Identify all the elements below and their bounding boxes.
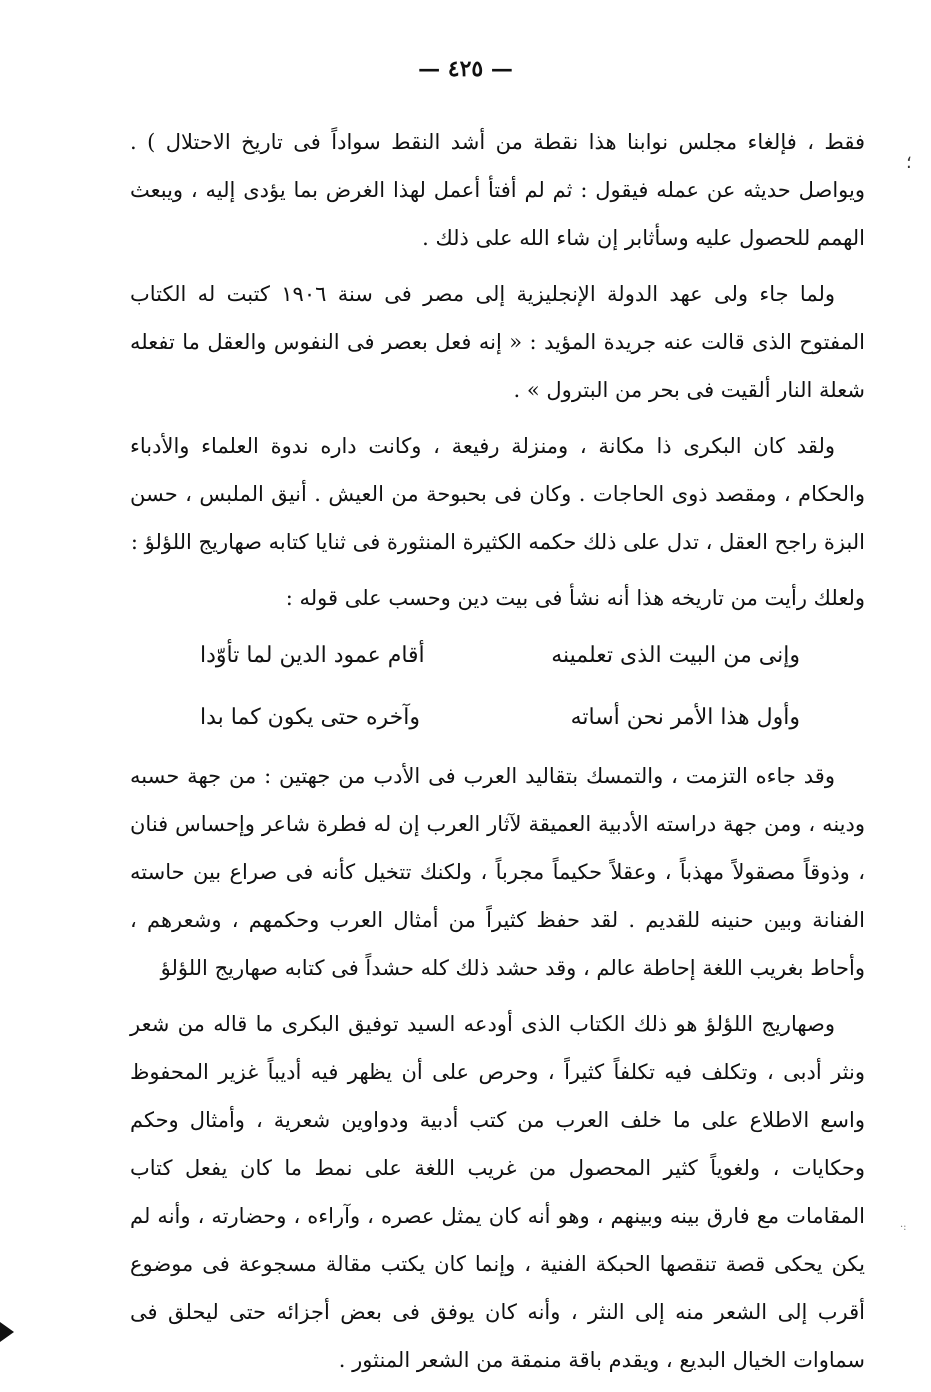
page-number: — ٤٢٥ — [418,56,513,82]
corner-triangle-mark [0,1322,14,1342]
verse-1-second-hemistich: أقام عمود الدين لما تأوّدا [200,643,425,668]
paragraph-2: ولما جاء ولى عهد الدولة الإنجليزية إلى مصر فى سنة ١٩٠٦ كتبت له الكتاب المفتوح الذى قالت عنه جريدة المؤيد : « إنه فعل بعصر فى النفوس والعقل ما تفعله شعلة النار ألقيت فى بحر من البترول » . [130,282,865,402]
poem-verse-1 [200,628,800,684]
paragraph-6: وصهاريج اللؤلؤ هو ذلك الكتاب الذى أودعه السيد توفيق البكرى ما قاله من شعر ونثر أدبى ، وتكلف فيه تكلفاً كثيراً ، وحرص على أن يظهر فيه أديباً غزير المحفوظ واسع الاطلاع على ما خلف العرب من كتب أدبية ودواوين شعرية ، وأمثال وحكم وحكايات ، ولغوياً كثير المحصول من غريب اللغة على نمط ما كان يفعل كتاب المقامات مع فارق بينه وبينهم ، وهو أنه كان يمثل عصره ، وآراءه ، وحضارته ، وأنه لم يكن يحكى قصة تنقصها الحبكة الفنية ، وإنما كان يكتب مقالة مسجوعة فى موضوع أقرب إلى الشعر منه إلى النثر ، وأنه كان يوفق فى بعض أجزائه حتى ليحلق فى سماوات الخيال البديع ، ويقدم باقة منمقة من الشعر المنثور . [130,1012,865,1372]
scan-speck: ·: [900,1222,907,1233]
paragraph-1: فقط ، فإلغاء مجلس نوابنا هذا نقطة من أشد النقط سواداً فى تاريخ الاحتلال ) . ويواصل حديثه عن عمله فيقول : ثم لم أفتأ أعمل لهذا الغرض بما يؤدى إليه ، ويبعث الهمم للحصول عليه وسأثابر إن شاء الله على ذلك . [130,130,865,250]
margin-mark: ؛ [906,152,912,173]
verse-1-first-hemistich: وإنى من البيت الذى تعلمينه [551,643,800,668]
body-text [130,118,865,1392]
paragraph-3: ولقد كان البكرى ذا مكانة ، ومنزلة رفيعة ، وكانت داره ندوة العلماء والأدباء والحكام ، ومقصد ذوى الحاجات . وكان فى بحبوحة من العيش . أنيق الملبس ، حسن البزة راجح العقل ، تدل على ذلك حكمه الكثيرة المنثورة فى ثنايا كتابه صهاريج اللؤلؤ : [130,434,865,554]
paragraph-4: ولعلك رأيت من تاريخه هذا أنه نشأ فى بيت دين وحسب على قوله : [285,586,865,610]
poem-verse-2 [200,690,800,746]
paragraph-5: وقد جاءه التزمت ، والتمسك بتقاليد العرب فى الأدب من جهتين : من جهة حسبه ودينه ، ومن جهة دراسته الأدبية العميقة لآثار العرب إن له فطرة شاعر وإحساس فنان ، وذوقاً مصقولاً مهذباً ، وعقلاً حكيماً مجرباً ، ولكنك تتخيل كأنه فى صراع بين حاسته الفنانة وبين حنينه للقديم . لقد حفظ كثيراً من أمثال العرب وحكمهم ، وشعرهم ، وأحاط بغريب اللغة إحاطة عالم ، وقد حشد ذلك كله حشداً فى كتابه صهاريج اللؤلؤ [130,764,865,980]
verse-2-second-hemistich: وآخره حتى يكون كما بدا [200,705,421,730]
verse-2-first-hemistich: وأول هذا الأمر نحن أساته [570,705,800,730]
